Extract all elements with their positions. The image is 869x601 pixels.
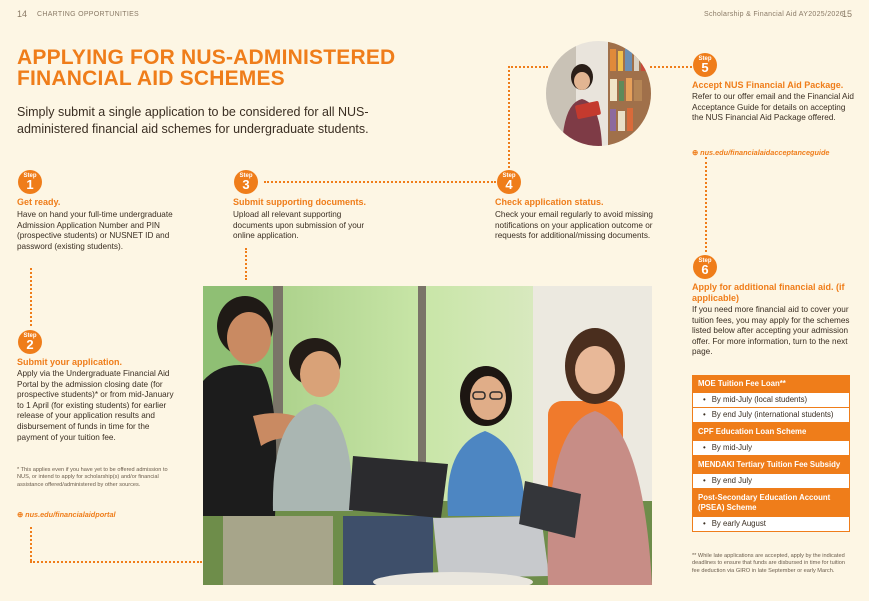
scheme-header-cpf: CPF Education Loan Scheme (692, 423, 850, 441)
step-5-badge (693, 53, 717, 77)
globe-icon: ⊕ (17, 510, 24, 519)
connector-4-circle (508, 66, 548, 68)
step-5-heading: Accept NUS Financial Aid Package. (692, 80, 844, 90)
page-subtitle: Simply submit a single application to be considered for all NUS-administered financial aid schemes for undergraduate students. (17, 105, 369, 136)
connector-5-6 (705, 157, 707, 252)
step-1-heading: Get ready. (17, 197, 61, 207)
step-word: Step (23, 173, 37, 179)
step-2-heading: Submit your application. (17, 357, 123, 367)
step-3-body: Upload all relevant supporting documents upon submission of your online application. (233, 210, 365, 241)
step-6-heading: Apply for additional financial aid. (if applicable) (692, 282, 845, 303)
step-3-heading: Submit supporting documents. (233, 197, 366, 207)
globe-icon: ⊕ (692, 148, 699, 157)
step-number: 4 (505, 177, 513, 192)
step-word: Step (698, 258, 712, 264)
page-number-right: 15 (842, 9, 853, 19)
connector-2-down (30, 527, 32, 561)
step-number: 6 (701, 262, 709, 277)
portal-link[interactable] (17, 510, 116, 519)
connector-2-photo (30, 561, 202, 563)
step-1-badge (18, 170, 42, 194)
step-4-body: Check your email regularly to avoid missing notifications on your application outcome or requests for additional/missing documents. (495, 210, 653, 241)
scheme-deadline: • By mid-July (692, 441, 850, 456)
scheme-header-moe: MOE Tuition Fee Loan** (692, 375, 850, 393)
connector-1-2 (30, 268, 32, 326)
title-line-1: APPLYING FOR NUS-ADMINISTERED (17, 46, 396, 69)
step-word: Step (502, 173, 516, 179)
portal-link-text[interactable]: nus.edu/financialaidportal (25, 510, 116, 519)
connector-3-4 (264, 181, 496, 183)
connector-4-up (508, 66, 510, 168)
scheme-deadline: • By early August (692, 517, 850, 532)
step-number: 5 (701, 60, 709, 75)
step-word: Step (23, 333, 37, 339)
title-line-2: FINANCIAL AID SCHEMES (17, 67, 285, 90)
step-3-badge (234, 170, 258, 194)
step-6-body: If you need more financial aid to cover your tuition fees, you may apply for the schemes listed below after accepting your admission offer. For more information, turn to the next page. (692, 305, 850, 357)
step-number: 1 (26, 177, 34, 192)
scheme-deadline: • By mid-July (local students) (692, 393, 850, 408)
step-number: 3 (242, 177, 250, 192)
scheme-header-mendaki: MENDAKI Tertiary Tuition Fee Subsidy (692, 456, 850, 474)
step-2-footnote: * This applies even if you have yet to be offered admission to NUS, or intend to apply for scholarship(s) and/or financial assistance offered/administered by other sources. (17, 467, 168, 488)
connector-circle-5 (650, 66, 692, 68)
scheme-deadline: • By end July (international students) (692, 408, 850, 423)
step-2-badge (18, 330, 42, 354)
acceptance-guide-link[interactable] (692, 148, 829, 157)
library-student-photo (546, 41, 651, 146)
step-5-body: Refer to our offer email and the Financial Aid Acceptance Guide for details on accepting the NUS Financial Aid Package offered. (692, 92, 854, 123)
step-6-badge (693, 255, 717, 279)
header-left-label: CHARTING OPPORTUNITIES (37, 11, 140, 18)
connector-3-photo (245, 248, 247, 280)
step-word: Step (239, 173, 253, 179)
page-number-left: 14 (17, 9, 28, 19)
table-footnote: ** While late applications are accepted, apply by the indicated deadlines to ensure that funds are disbursed in time for tuition fee deduction via GIRO in late September or early March. (692, 553, 845, 574)
step-4-heading: Check application status. (495, 197, 604, 207)
scheme-deadline: • By end July (692, 474, 850, 489)
header-right-label: Scholarship & Financial Aid AY2025/2026 (704, 11, 844, 18)
step-1-body: Have on hand your full-time undergraduate Admission Application Number and PIN (prospective students) or NUSNET ID and password (existing students). (17, 210, 173, 251)
step-number: 2 (26, 337, 34, 352)
acceptance-guide-link-text[interactable]: nus.edu/financialaidacceptanceguide (700, 148, 830, 157)
step-4-badge (497, 170, 521, 194)
step-word: Step (698, 56, 712, 62)
page-title (17, 47, 395, 89)
students-discussion-photo (203, 286, 652, 585)
schemes-table (692, 375, 850, 532)
step-2-body: Apply via the Undergraduate Financial Aid Portal by the admission closing date (for prospective students)* or from mid-January to 1 April (for existing students) for earlier release of your application results and disbursement of funds in time for the payment of your tuition fee. (17, 369, 174, 442)
scheme-header-psea: Post-Secondary Education Account (PSEA) Scheme (692, 489, 850, 517)
